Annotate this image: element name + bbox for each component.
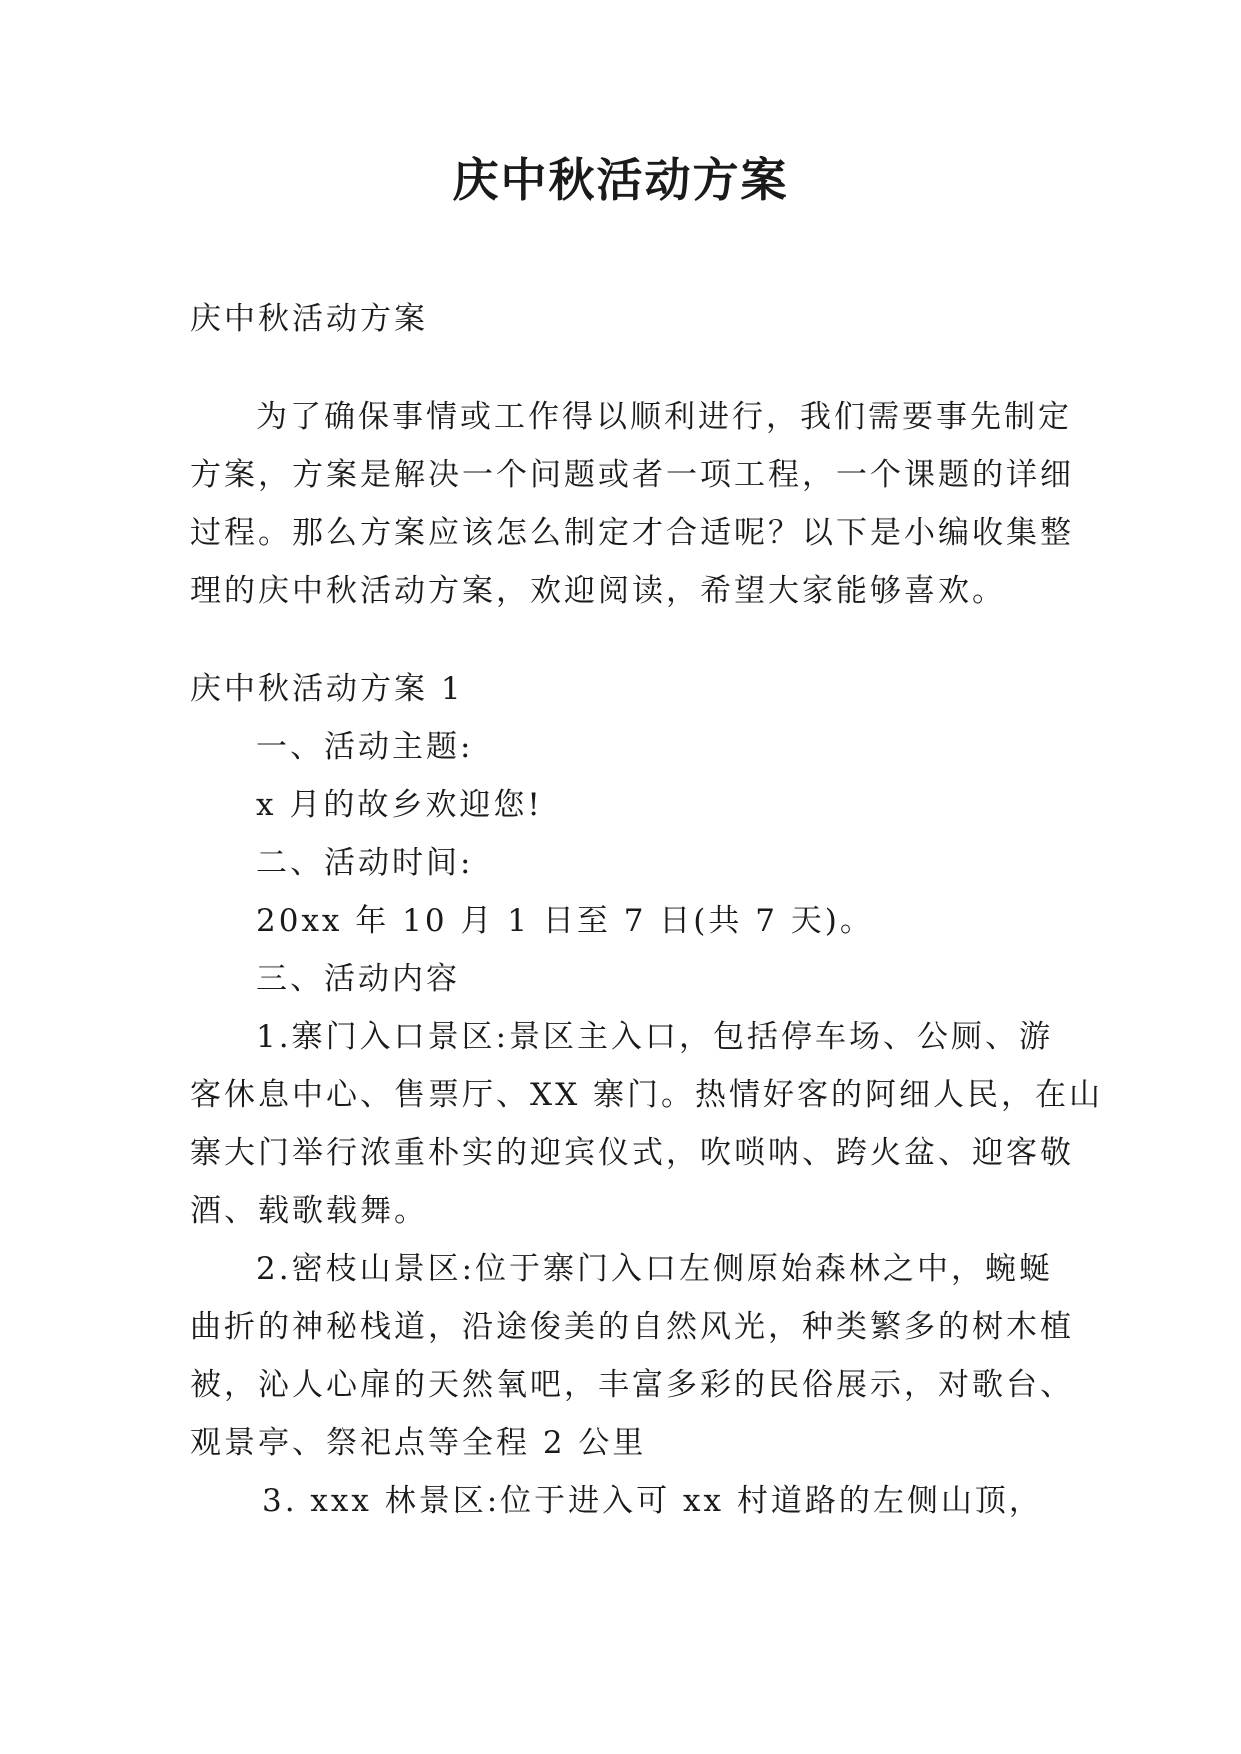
- item2-line: 被，沁人心扉的天然氧吧，丰富多彩的民俗展示，对歌台、: [190, 1367, 1074, 1403]
- item2-line: 曲折的神秘栈道，沿途俊美的自然风光，种类繁多的树木植: [190, 1309, 1074, 1345]
- intro-line: 为了确保事情或工作得以顺利进行，我们需要事先制定: [256, 399, 1072, 435]
- section-heading: 庆中秋活动方案 1: [190, 671, 464, 707]
- intro-line: 理的庆中秋活动方案，欢迎阅读，希望大家能够喜欢。: [190, 573, 1006, 609]
- time-text: 20xx 年 10 月 1 日至 7 日(共 7 天)。: [256, 903, 874, 939]
- item3-line: 3. xxx 林景区:位于进入可 xx 村道路的左侧山顶，: [262, 1483, 1043, 1519]
- document-body: [190, 290, 1103, 1530]
- item1-line: 寨大门举行浓重朴实的迎宾仪式，吹唢呐、跨火盆、迎客敬: [190, 1135, 1074, 1171]
- section-1: [190, 660, 1103, 1530]
- document-title: 庆中秋活动方案: [452, 153, 789, 207]
- theme-heading: 一、活动主题:: [256, 729, 474, 765]
- content-heading: 三、活动内容: [256, 961, 460, 997]
- intro-line: 方案，方案是解决一个问题或者一项工程，一个课题的详细: [190, 457, 1074, 493]
- theme-text: x 月的故乡欢迎您!: [256, 787, 543, 823]
- document-subtitle: 庆中秋活动方案: [190, 301, 428, 337]
- item1-line: 客休息中心、售票厅、XX 寨门。热情好客的阿细人民，在山: [190, 1077, 1103, 1113]
- item2-line: 2.密枝山景区:位于寨门入口左侧原始森林之中，蜿蜒: [256, 1251, 1054, 1287]
- item1-line: 1.寨门入口景区:景区主入口，包括停车场、公厕、游: [256, 1019, 1054, 1055]
- intro-line: 过程。那么方案应该怎么制定才合适呢？以下是小编收集整: [190, 515, 1074, 551]
- item1-line: 酒、载歌载舞。: [190, 1193, 428, 1229]
- intro-paragraph: [190, 388, 1074, 620]
- item2-line: 观景亭、祭祀点等全程 2 公里: [190, 1425, 647, 1461]
- time-heading: 二、活动时间:: [256, 845, 474, 881]
